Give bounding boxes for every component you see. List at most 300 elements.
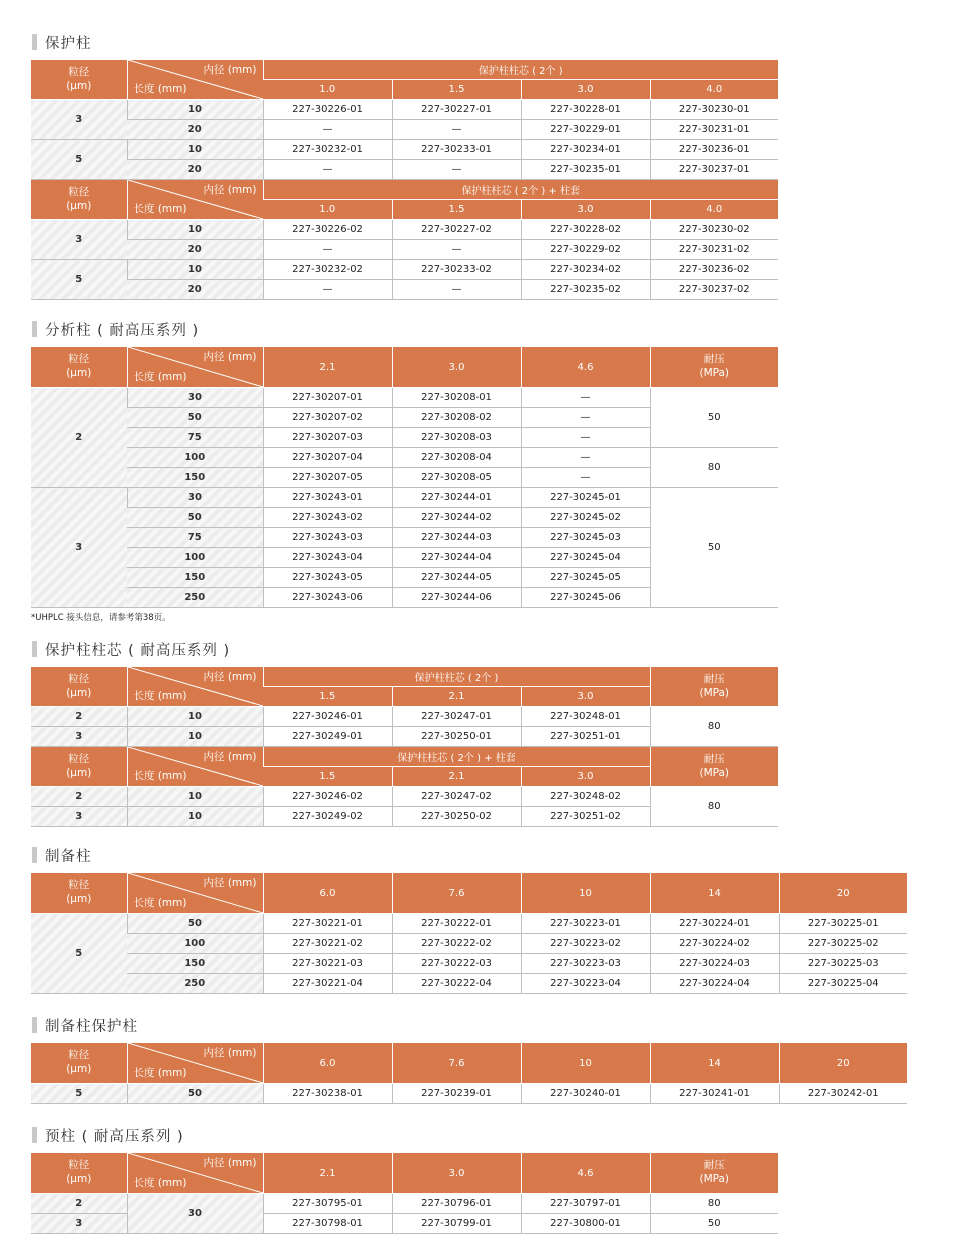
pressure-cell: 80 bbox=[650, 707, 778, 747]
part-number-cell: — bbox=[521, 388, 650, 408]
part-number-cell: 227-30221-03 bbox=[263, 954, 392, 974]
id-length-diagonal-header bbox=[127, 347, 263, 388]
pressure-header bbox=[650, 667, 778, 707]
prep-guard-table bbox=[31, 1043, 907, 1104]
inner-diameter-label: 内径 (mm) bbox=[203, 351, 257, 363]
part-number-cell: 227-30250-02 bbox=[392, 807, 521, 827]
part-number-cell: 227-30228-01 bbox=[521, 100, 650, 120]
length-cell: 10 bbox=[127, 100, 263, 120]
pressure-unit: (MPa) bbox=[699, 1173, 730, 1185]
inner-diameter-header: 3.0 bbox=[392, 347, 521, 388]
part-number-cell: 227-30223-04 bbox=[521, 974, 650, 994]
table-row bbox=[31, 388, 778, 408]
inner-diameter-label: 内径 (mm) bbox=[203, 1047, 257, 1059]
part-number-cell: 227-30244-01 bbox=[392, 488, 521, 508]
particle-size-cell: 5 bbox=[31, 914, 127, 994]
part-number-cell: 227-30223-01 bbox=[521, 914, 650, 934]
length-label: 长度 (mm) bbox=[133, 770, 187, 782]
part-number-cell: 227-30227-02 bbox=[392, 220, 521, 240]
inner-diameter-header: 1.5 bbox=[392, 80, 521, 100]
part-number-cell: 227-30233-01 bbox=[392, 140, 521, 160]
inner-diameter-header: 2.1 bbox=[263, 347, 392, 388]
part-number-cell: 227-30235-02 bbox=[521, 280, 650, 300]
inner-diameter-header: 6.0 bbox=[263, 1043, 392, 1084]
part-number-cell: 227-30251-02 bbox=[521, 807, 650, 827]
length-label: 长度 (mm) bbox=[133, 1177, 187, 1189]
inner-diameter-header: 4.6 bbox=[521, 1153, 650, 1194]
particle-size-header bbox=[31, 1153, 127, 1194]
particle-size-cell: 3 bbox=[31, 100, 127, 140]
particle-unit: (μm) bbox=[66, 1063, 92, 1075]
prep-column-table bbox=[31, 873, 907, 994]
pressure-cell: 50 bbox=[650, 388, 778, 448]
id-length-diagonal-header bbox=[127, 1043, 263, 1084]
particle-label: 粒径 bbox=[68, 879, 90, 892]
part-number-cell: 227-30795-01 bbox=[263, 1194, 392, 1214]
part-number-cell: 227-30226-01 bbox=[263, 100, 392, 120]
part-number-cell: 227-30246-02 bbox=[263, 787, 392, 807]
particle-unit: (μm) bbox=[66, 686, 92, 699]
length-cell: 75 bbox=[127, 428, 263, 448]
part-number-cell: 227-30225-04 bbox=[779, 974, 907, 994]
part-number-cell: 227-30245-01 bbox=[521, 488, 650, 508]
length-cell: 150 bbox=[127, 468, 263, 488]
analytical-column-table bbox=[31, 347, 778, 608]
length-label: 长度 (mm) bbox=[133, 1067, 187, 1079]
inner-diameter-label: 内径 (mm) bbox=[203, 1157, 257, 1169]
guard-column-table bbox=[31, 60, 778, 300]
section-title-analytical-column bbox=[32, 319, 199, 339]
part-number-cell: 227-30223-02 bbox=[521, 934, 650, 954]
inner-diameter-label: 内径 (mm) bbox=[203, 64, 257, 76]
inner-diameter-header: 3.0 bbox=[392, 1153, 521, 1194]
part-number-cell: 227-30221-02 bbox=[263, 934, 392, 954]
header-row bbox=[31, 180, 778, 200]
inner-diameter-label: 内径 (mm) bbox=[203, 877, 257, 889]
section-title-text: 制备柱保护柱 bbox=[45, 1018, 138, 1035]
pressure-cell: 50 bbox=[650, 488, 778, 608]
part-number-cell: 227-30207-05 bbox=[263, 468, 392, 488]
pressure-header bbox=[650, 347, 778, 388]
part-number-cell: 227-30250-01 bbox=[392, 727, 521, 747]
part-number-cell: 227-30237-02 bbox=[650, 280, 778, 300]
inner-diameter-label: 内径 (mm) bbox=[203, 184, 257, 196]
length-cell: 10 bbox=[127, 140, 263, 160]
part-number-cell: 227-30207-02 bbox=[263, 408, 392, 428]
table-row bbox=[31, 914, 907, 934]
header-row bbox=[31, 747, 778, 767]
length-cell: 250 bbox=[127, 974, 263, 994]
length-cell: 50 bbox=[127, 914, 263, 934]
length-cell: 30 bbox=[127, 1194, 263, 1234]
part-number-cell: 227-30245-04 bbox=[521, 548, 650, 568]
part-number-cell: 227-30246-01 bbox=[263, 707, 392, 727]
table-row bbox=[31, 488, 778, 508]
inner-diameter-label: 内径 (mm) bbox=[203, 751, 257, 763]
part-number-cell: 227-30244-02 bbox=[392, 508, 521, 528]
part-number-cell: 227-30236-01 bbox=[650, 140, 778, 160]
length-cell: 10 bbox=[127, 707, 263, 727]
part-number-cell: 227-30249-01 bbox=[263, 727, 392, 747]
part-number-cell: 227-30208-04 bbox=[392, 448, 521, 468]
length-label: 长度 (mm) bbox=[133, 203, 187, 215]
part-number-cell: 227-30229-01 bbox=[521, 120, 650, 140]
part-number-cell: 227-30239-01 bbox=[392, 1084, 521, 1104]
inner-diameter-header: 6.0 bbox=[263, 873, 392, 914]
particle-size-cell: 5 bbox=[31, 260, 127, 300]
inner-diameter-label: 内径 (mm) bbox=[203, 671, 257, 683]
part-number-cell: 227-30247-01 bbox=[392, 707, 521, 727]
length-label: 长度 (mm) bbox=[133, 83, 187, 95]
section-title-text: 预柱 ( 耐高压系列 ) bbox=[45, 1128, 184, 1145]
section-marker bbox=[32, 321, 37, 337]
id-length-diagonal-header bbox=[127, 1153, 263, 1194]
part-number-cell: 227-30245-02 bbox=[521, 508, 650, 528]
part-number-cell: 227-30245-05 bbox=[521, 568, 650, 588]
table-row bbox=[31, 220, 778, 240]
id-length-diagonal-header bbox=[127, 667, 263, 707]
part-number-cell: — bbox=[521, 408, 650, 428]
guard-cartridge-table bbox=[31, 667, 778, 827]
particle-unit: (μm) bbox=[66, 199, 92, 212]
inner-diameter-header: 1.0 bbox=[263, 200, 392, 220]
part-number-cell: 227-30224-04 bbox=[650, 974, 779, 994]
length-cell: 75 bbox=[127, 528, 263, 548]
length-label: 长度 (mm) bbox=[133, 371, 187, 383]
part-number-cell: 227-30243-05 bbox=[263, 568, 392, 588]
inner-diameter-header: 4.0 bbox=[650, 80, 778, 100]
table-row bbox=[31, 100, 778, 120]
particle-label: 粒径 bbox=[68, 672, 90, 685]
particle-size-header bbox=[31, 747, 127, 787]
particle-label: 粒径 bbox=[68, 1159, 90, 1172]
part-number-cell: 227-30237-01 bbox=[650, 160, 778, 180]
part-number-cell: 227-30243-01 bbox=[263, 488, 392, 508]
pressure-label: 耐压 bbox=[703, 1159, 725, 1172]
part-number-cell: — bbox=[263, 120, 392, 140]
pressure-label: 耐压 bbox=[703, 752, 725, 765]
part-number-cell: 227-30225-03 bbox=[779, 954, 907, 974]
part-number-cell: 227-30248-02 bbox=[521, 787, 650, 807]
part-number-cell: 227-30222-02 bbox=[392, 934, 521, 954]
part-number-cell: 227-30229-02 bbox=[521, 240, 650, 260]
part-number-cell: — bbox=[392, 280, 521, 300]
pressure-unit: (MPa) bbox=[699, 766, 730, 779]
length-cell: 20 bbox=[127, 280, 263, 300]
part-number-cell: 227-30238-01 bbox=[263, 1084, 392, 1104]
section-title-guard-cartridge bbox=[32, 639, 230, 659]
section-title-guard-column bbox=[32, 32, 92, 52]
pressure-cell: 50 bbox=[650, 1214, 778, 1234]
particle-label: 粒径 bbox=[68, 752, 90, 765]
pre-column-table bbox=[31, 1153, 778, 1234]
part-number-cell: 227-30797-01 bbox=[521, 1194, 650, 1214]
length-cell: 100 bbox=[127, 448, 263, 468]
inner-diameter-header: 7.6 bbox=[392, 1043, 521, 1084]
part-number-cell: 227-30249-02 bbox=[263, 807, 392, 827]
header-row bbox=[31, 873, 907, 914]
section-title-prep-column bbox=[32, 845, 92, 865]
part-number-cell: 227-30799-01 bbox=[392, 1214, 521, 1234]
length-cell: 50 bbox=[127, 508, 263, 528]
cartridge-span-header: 保护柱柱芯 ( 2个 ) bbox=[263, 667, 650, 687]
pressure-unit: (MPa) bbox=[699, 367, 730, 379]
part-number-cell: 227-30251-01 bbox=[521, 727, 650, 747]
part-number-cell: — bbox=[263, 280, 392, 300]
part-number-cell: 227-30207-03 bbox=[263, 428, 392, 448]
particle-size-cell: 3 bbox=[31, 488, 127, 608]
particle-unit: (μm) bbox=[66, 367, 92, 379]
part-number-cell: 227-30232-02 bbox=[263, 260, 392, 280]
section-marker bbox=[32, 1017, 37, 1033]
part-number-cell: 227-30230-02 bbox=[650, 220, 778, 240]
part-number-cell: 227-30244-06 bbox=[392, 588, 521, 608]
part-number-cell: — bbox=[392, 160, 521, 180]
section-marker bbox=[32, 1127, 37, 1143]
cartridge-span-header: 保护柱柱芯 ( 2个 ) + 柱套 bbox=[263, 747, 650, 767]
length-cell: 30 bbox=[127, 388, 263, 408]
length-cell: 50 bbox=[127, 408, 263, 428]
section-title-prep-guard bbox=[32, 1015, 138, 1035]
section-title-text: 分析柱 ( 耐高压系列 ) bbox=[45, 322, 200, 339]
length-cell: 150 bbox=[127, 568, 263, 588]
length-cell: 250 bbox=[127, 588, 263, 608]
length-cell: 30 bbox=[127, 488, 263, 508]
table-row bbox=[31, 140, 778, 160]
part-number-cell: — bbox=[263, 240, 392, 260]
particle-unit: (μm) bbox=[66, 1173, 92, 1185]
section-title-text: 制备柱 bbox=[45, 848, 92, 865]
part-number-cell: 227-30798-01 bbox=[263, 1214, 392, 1234]
table-row bbox=[31, 1084, 907, 1104]
particle-size-header bbox=[31, 347, 127, 388]
header-row bbox=[31, 667, 778, 687]
length-cell: 20 bbox=[127, 240, 263, 260]
part-number-cell: — bbox=[521, 448, 650, 468]
part-number-cell: 227-30224-02 bbox=[650, 934, 779, 954]
particle-size-cell: 5 bbox=[31, 140, 127, 180]
part-number-cell: 227-30225-01 bbox=[779, 914, 907, 934]
part-number-cell: 227-30796-01 bbox=[392, 1194, 521, 1214]
particle-size-cell: 2 bbox=[31, 787, 127, 807]
part-number-cell: 227-30243-02 bbox=[263, 508, 392, 528]
inner-diameter-header: 14 bbox=[650, 873, 779, 914]
particle-size-cell: 3 bbox=[31, 807, 127, 827]
inner-diameter-header: 2.1 bbox=[392, 767, 521, 787]
pressure-unit: (MPa) bbox=[699, 686, 730, 699]
inner-diameter-header: 4.6 bbox=[521, 347, 650, 388]
part-number-cell: 227-30245-06 bbox=[521, 588, 650, 608]
part-number-cell: 227-30245-03 bbox=[521, 528, 650, 548]
part-number-cell: 227-30231-01 bbox=[650, 120, 778, 140]
part-number-cell: 227-30248-01 bbox=[521, 707, 650, 727]
inner-diameter-header: 2.1 bbox=[392, 687, 521, 707]
header-row bbox=[31, 60, 778, 80]
particle-size-cell: 2 bbox=[31, 707, 127, 727]
part-number-cell: 227-30244-05 bbox=[392, 568, 521, 588]
table-row bbox=[31, 280, 778, 300]
part-number-cell: 227-30227-01 bbox=[392, 100, 521, 120]
part-number-cell: 227-30221-01 bbox=[263, 914, 392, 934]
id-length-diagonal-header bbox=[127, 60, 263, 100]
part-number-cell: 227-30243-04 bbox=[263, 548, 392, 568]
particle-size-cell: 3 bbox=[31, 1214, 127, 1234]
part-number-cell: 227-30244-04 bbox=[392, 548, 521, 568]
inner-diameter-header: 3.0 bbox=[521, 767, 650, 787]
inner-diameter-header: 7.6 bbox=[392, 873, 521, 914]
section-marker bbox=[32, 34, 37, 50]
header-row bbox=[31, 347, 778, 388]
inner-diameter-header: 14 bbox=[650, 1043, 779, 1084]
section-title-text: 保护柱 bbox=[45, 35, 92, 52]
inner-diameter-header: 10 bbox=[521, 873, 650, 914]
length-label: 长度 (mm) bbox=[133, 897, 187, 909]
part-number-cell: — bbox=[263, 160, 392, 180]
section-title-pre-column bbox=[32, 1125, 184, 1145]
table-row bbox=[31, 954, 907, 974]
pressure-header bbox=[650, 747, 778, 787]
part-number-cell: 227-30222-04 bbox=[392, 974, 521, 994]
part-number-cell: 227-30244-03 bbox=[392, 528, 521, 548]
uhplc-note: *UHPLC 接头信息，请参考第38页。 bbox=[31, 613, 171, 623]
part-number-cell: 227-30208-02 bbox=[392, 408, 521, 428]
particle-label: 粒径 bbox=[68, 1049, 90, 1062]
table-row bbox=[31, 260, 778, 280]
particle-size-cell: 3 bbox=[31, 220, 127, 260]
length-cell: 10 bbox=[127, 807, 263, 827]
part-number-cell: 227-30222-01 bbox=[392, 914, 521, 934]
pressure-cell: 80 bbox=[650, 448, 778, 488]
inner-diameter-header: 1.5 bbox=[263, 687, 392, 707]
pressure-header bbox=[650, 1153, 778, 1194]
part-number-cell: 227-30223-03 bbox=[521, 954, 650, 974]
particle-label: 粒径 bbox=[68, 185, 90, 198]
length-cell: 100 bbox=[127, 548, 263, 568]
table-row bbox=[31, 448, 778, 468]
part-number-cell: 227-30234-02 bbox=[521, 260, 650, 280]
pressure-label: 耐压 bbox=[703, 353, 725, 366]
section-marker bbox=[32, 641, 37, 657]
part-number-cell: 227-30207-01 bbox=[263, 388, 392, 408]
id-length-diagonal-header bbox=[127, 873, 263, 914]
particle-unit: (μm) bbox=[66, 893, 92, 905]
inner-diameter-header: 20 bbox=[779, 1043, 907, 1084]
table-row bbox=[31, 787, 778, 807]
part-number-cell: 227-30221-04 bbox=[263, 974, 392, 994]
part-number-cell: — bbox=[521, 468, 650, 488]
header-row bbox=[31, 1153, 778, 1194]
part-number-cell: — bbox=[392, 120, 521, 140]
part-number-cell: 227-30232-01 bbox=[263, 140, 392, 160]
pressure-cell: 80 bbox=[650, 1194, 778, 1214]
particle-unit: (μm) bbox=[66, 79, 92, 92]
part-number-cell: 227-30231-02 bbox=[650, 240, 778, 260]
part-number-cell: 227-30207-04 bbox=[263, 448, 392, 468]
part-number-cell: 227-30225-02 bbox=[779, 934, 907, 954]
part-number-cell: 227-30241-01 bbox=[650, 1084, 779, 1104]
inner-diameter-header: 20 bbox=[779, 873, 907, 914]
part-number-cell: 227-30235-01 bbox=[521, 160, 650, 180]
length-label: 长度 (mm) bbox=[133, 690, 187, 702]
section-title-text: 保护柱柱芯 ( 耐高压系列 ) bbox=[45, 642, 231, 659]
part-number-cell: — bbox=[392, 240, 521, 260]
pressure-label: 耐压 bbox=[703, 672, 725, 685]
particle-size-cell: 5 bbox=[31, 1084, 127, 1104]
particle-size-header bbox=[31, 60, 127, 100]
part-number-cell: 227-30247-02 bbox=[392, 787, 521, 807]
header-row bbox=[31, 1043, 907, 1084]
length-cell: 10 bbox=[127, 220, 263, 240]
length-cell: 100 bbox=[127, 934, 263, 954]
table-row bbox=[31, 1194, 778, 1214]
length-cell: 10 bbox=[127, 787, 263, 807]
table-row bbox=[31, 160, 778, 180]
part-number-cell: 227-30222-03 bbox=[392, 954, 521, 974]
part-number-cell: 227-30230-01 bbox=[650, 100, 778, 120]
length-cell: 10 bbox=[127, 260, 263, 280]
inner-diameter-header: 2.1 bbox=[263, 1153, 392, 1194]
length-cell: 150 bbox=[127, 954, 263, 974]
particle-size-cell: 2 bbox=[31, 388, 127, 488]
particle-size-header bbox=[31, 180, 127, 220]
inner-diameter-header: 1.0 bbox=[263, 80, 392, 100]
length-cell: 50 bbox=[127, 1084, 263, 1104]
part-number-cell: 227-30800-01 bbox=[521, 1214, 650, 1234]
part-number-cell: — bbox=[521, 428, 650, 448]
part-number-cell: 227-30208-03 bbox=[392, 428, 521, 448]
inner-diameter-header: 3.0 bbox=[521, 80, 650, 100]
particle-size-cell: 3 bbox=[31, 727, 127, 747]
table-row bbox=[31, 934, 907, 954]
part-number-cell: 227-30233-02 bbox=[392, 260, 521, 280]
inner-diameter-header: 3.0 bbox=[521, 200, 650, 220]
part-number-cell: 227-30243-06 bbox=[263, 588, 392, 608]
part-number-cell: 227-30234-01 bbox=[521, 140, 650, 160]
inner-diameter-header: 10 bbox=[521, 1043, 650, 1084]
particle-label: 粒径 bbox=[68, 353, 90, 366]
pressure-cell: 80 bbox=[650, 787, 778, 827]
part-number-cell: 227-30226-02 bbox=[263, 220, 392, 240]
id-length-diagonal-header bbox=[127, 747, 263, 787]
part-number-cell: 227-30228-02 bbox=[521, 220, 650, 240]
inner-diameter-header: 1.5 bbox=[263, 767, 392, 787]
part-number-cell: 227-30208-05 bbox=[392, 468, 521, 488]
part-number-cell: 227-30224-03 bbox=[650, 954, 779, 974]
particle-size-header bbox=[31, 873, 127, 914]
particle-label: 粒径 bbox=[68, 65, 90, 78]
inner-diameter-header: 1.5 bbox=[392, 200, 521, 220]
inner-diameter-header: 3.0 bbox=[521, 687, 650, 707]
id-length-diagonal-header bbox=[127, 180, 263, 220]
particle-size-header bbox=[31, 1043, 127, 1084]
particle-size-header bbox=[31, 667, 127, 707]
part-number-cell: 227-30240-01 bbox=[521, 1084, 650, 1104]
particle-unit: (μm) bbox=[66, 766, 92, 779]
part-number-cell: 227-30242-01 bbox=[779, 1084, 907, 1104]
table-row bbox=[31, 120, 778, 140]
part-number-cell: 227-30243-03 bbox=[263, 528, 392, 548]
length-cell: 10 bbox=[127, 727, 263, 747]
part-number-cell: 227-30208-01 bbox=[392, 388, 521, 408]
table-row bbox=[31, 974, 907, 994]
length-cell: 20 bbox=[127, 120, 263, 140]
inner-diameter-header: 4.0 bbox=[650, 200, 778, 220]
part-number-cell: 227-30224-01 bbox=[650, 914, 779, 934]
particle-size-cell: 2 bbox=[31, 1194, 127, 1214]
part-number-cell: 227-30236-02 bbox=[650, 260, 778, 280]
cartridge-span-header: 保护柱柱芯 ( 2个 ) + 柱套 bbox=[263, 180, 778, 200]
table-row bbox=[31, 707, 778, 727]
